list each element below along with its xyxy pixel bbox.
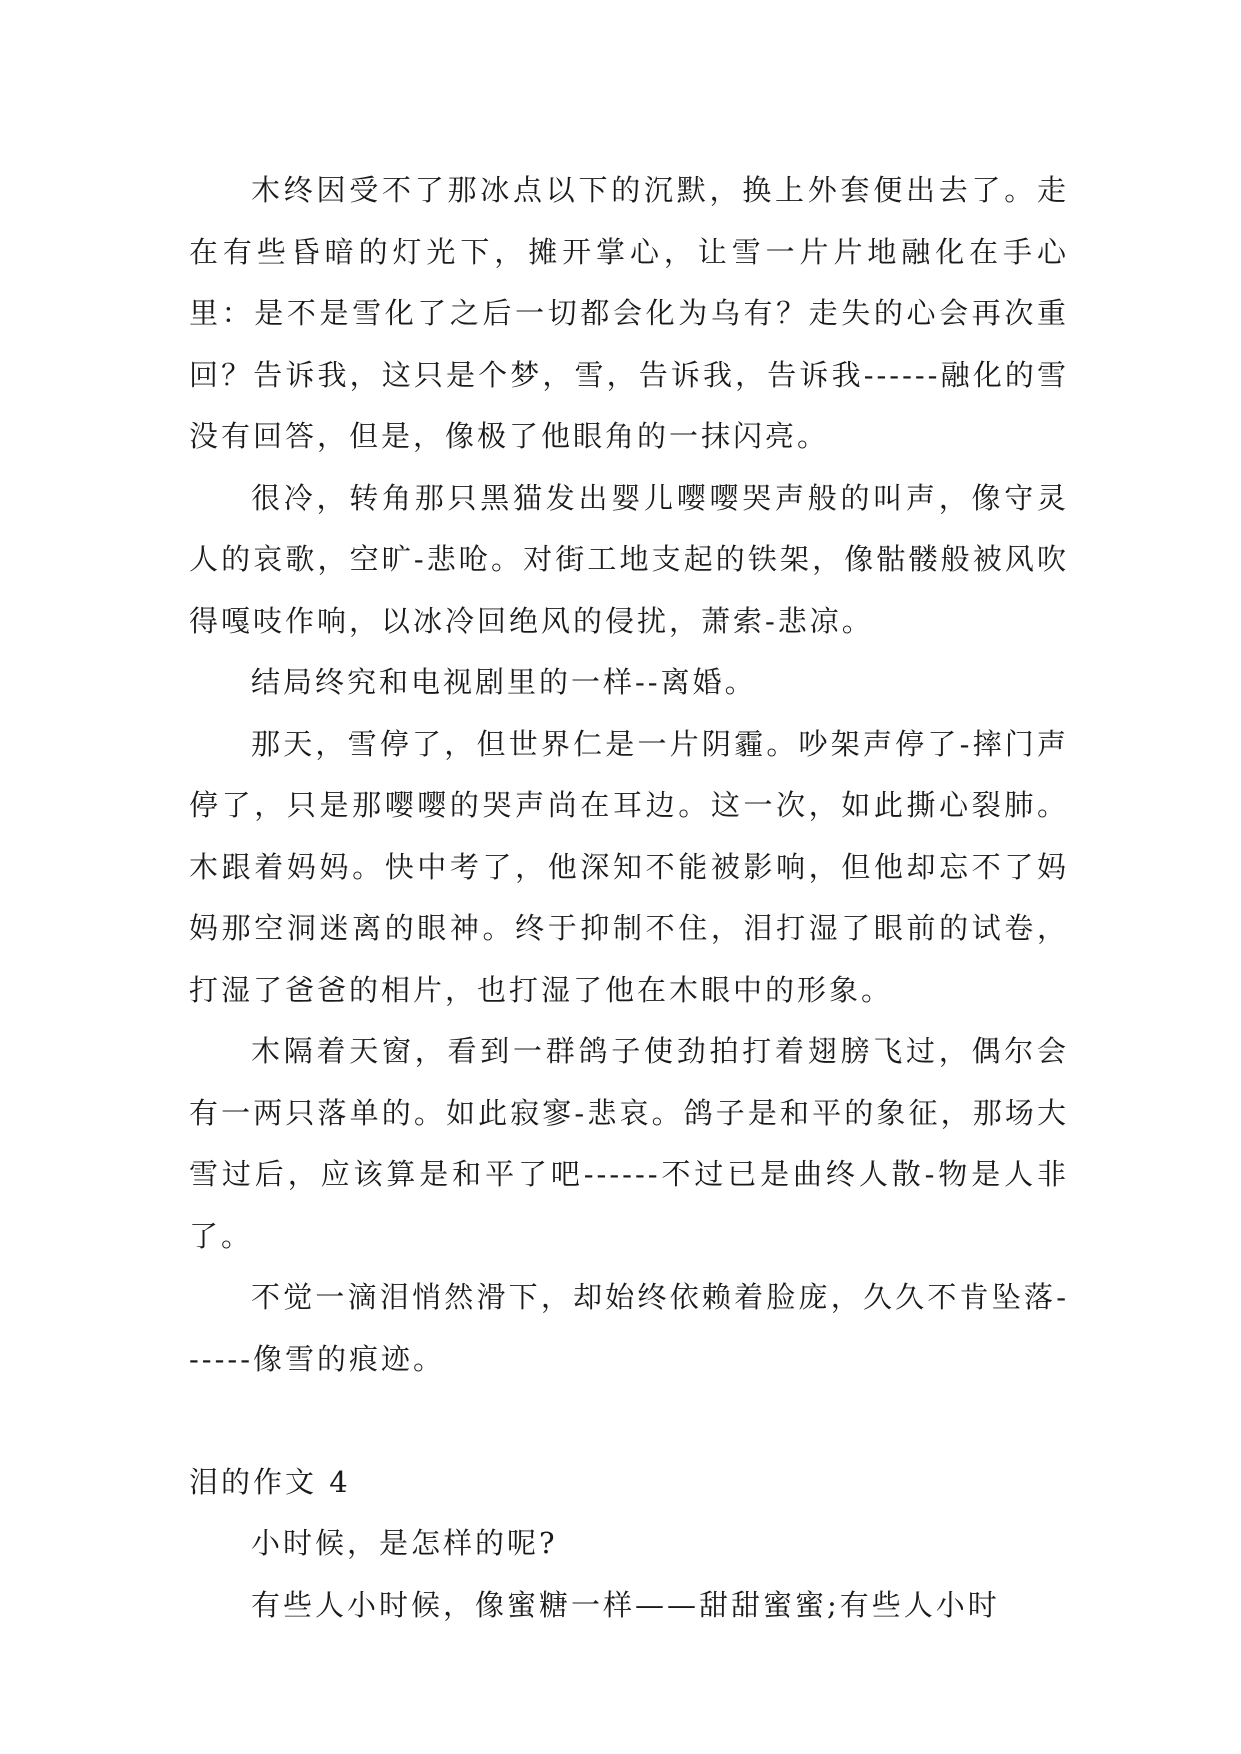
essay-body xyxy=(189,160,1069,1636)
paragraph-6: 不觉一滴泪悄然滑下，却始终依赖着脸庞，久久不肯坠落------像雪的痕迹。 xyxy=(189,1280,1069,1376)
section-paragraph-2: 有些人小时候，像蜜糖一样——甜甜蜜蜜;有些人小时 xyxy=(251,1587,1000,1622)
paragraph-4: 那天，雪停了，但世界仁是一片阴霾。吵架声停了-摔门声停了，只是那嘤嘤的哭声尚在耳边。这一次，如此撕心裂肺。木跟着妈妈。快中考了，他深知不能被影响，但他却忘不了妈妈那空洞迷离的眼神。终于抑制不住，泪打湿了眼前的试卷，打湿了爸爸的相片，也打湿了他在木眼中的形象。 xyxy=(189,726,1069,1007)
paragraph-3: 结局终究和电视剧里的一样--离婚。 xyxy=(251,665,757,699)
section-heading: 泪的作文 4 xyxy=(189,1464,351,1499)
paragraph-5: 木隔着天窗，看到一群鸽子使劲拍打着翅膀飞过，偶尔会有一两只落单的。如此寂寥-悲哀。鸽子是和平的象征，那场大雪过后，应该算是和平了吧------不过已是曲终人散-物是人非了。 xyxy=(189,1034,1069,1253)
paragraph-1: 木终因受不了那冰点以下的沉默，换上外套便出去了。走在有些昏暗的灯光下，摊开掌心，让雪一片片地融化在手心里：是不是雪化了之后一切都会化为乌有？走失的心会再次重回？告诉我，这只是个梦，雪，告诉我，告诉我------融化的雪没有回答，但是，像极了他眼角的一抹闪亮。 xyxy=(189,173,1069,453)
section-paragraph-1: 小时候，是怎样的呢? xyxy=(251,1526,558,1560)
paragraph-2: 很冷，转角那只黑猫发出婴儿嘤嘤哭声般的叫声，像守灵人的哀歌，空旷-悲呛。对街工地支起的铁架，像骷髅般被风吹得嘎吱作响，以冰冷回绝风的侵扰，萧索-悲凉。 xyxy=(189,480,1069,638)
